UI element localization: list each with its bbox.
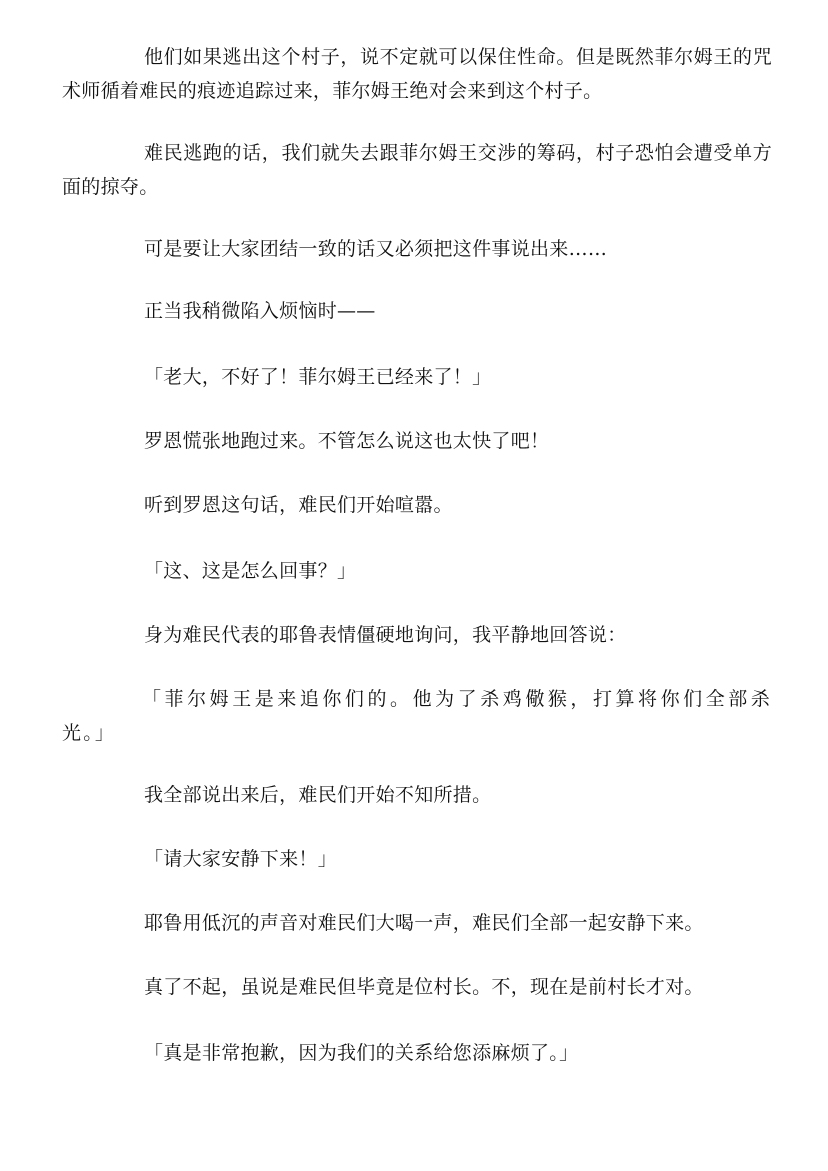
paragraph: 「真是非常抱歉，因为我们的关系给您添麻烦了。」 (144, 1042, 579, 1064)
paragraph: 可是要让大家团结一致的话又必须把这件事说出来…… (144, 238, 608, 260)
paragraph: 「菲尔姆王是来追你们的。他为了杀鸡儆猴，打算将你们全部杀光。」 (62, 688, 772, 744)
paragraph: 「老大，不好了！菲尔姆王已经来了！」 (144, 366, 492, 388)
paragraph: 难民逃跑的话，我们就失去跟菲尔姆王交涉的筹码，村子恐怕会遭受单方面的掠夺。 (62, 142, 772, 198)
paragraph: 我全部说出来后，难民们开始不知所措。 (144, 784, 492, 806)
paragraph: 正当我稍微陷入烦恼时—— (144, 300, 376, 322)
paragraph: 耶鲁用低沉的声音对难民们大喝一声，难民们全部一起安静下来。 (144, 912, 704, 934)
paragraph: 身为难民代表的耶鲁表情僵硬地询问，我平静地回答说： (144, 624, 627, 646)
paragraph: 罗恩慌张地跑过来。不管怎么说这也太快了吧！ (144, 430, 550, 452)
paragraph: 「请大家安静下来！」 (144, 848, 338, 870)
paragraph: 听到罗恩这句话，难民们开始喧嚣。 (144, 494, 453, 516)
paragraph: 他们如果逃出这个村子，说不定就可以保住性命。但是既然菲尔姆王的咒术师循着难民的痕迹追踪过来，菲尔姆王绝对会来到这个村子。 (62, 46, 772, 102)
paragraph: 「这、这是怎么回事？」 (144, 560, 357, 582)
paragraph: 真了不起，虽说是难民但毕竟是位村长。不，现在是前村长才对。 (144, 976, 704, 998)
